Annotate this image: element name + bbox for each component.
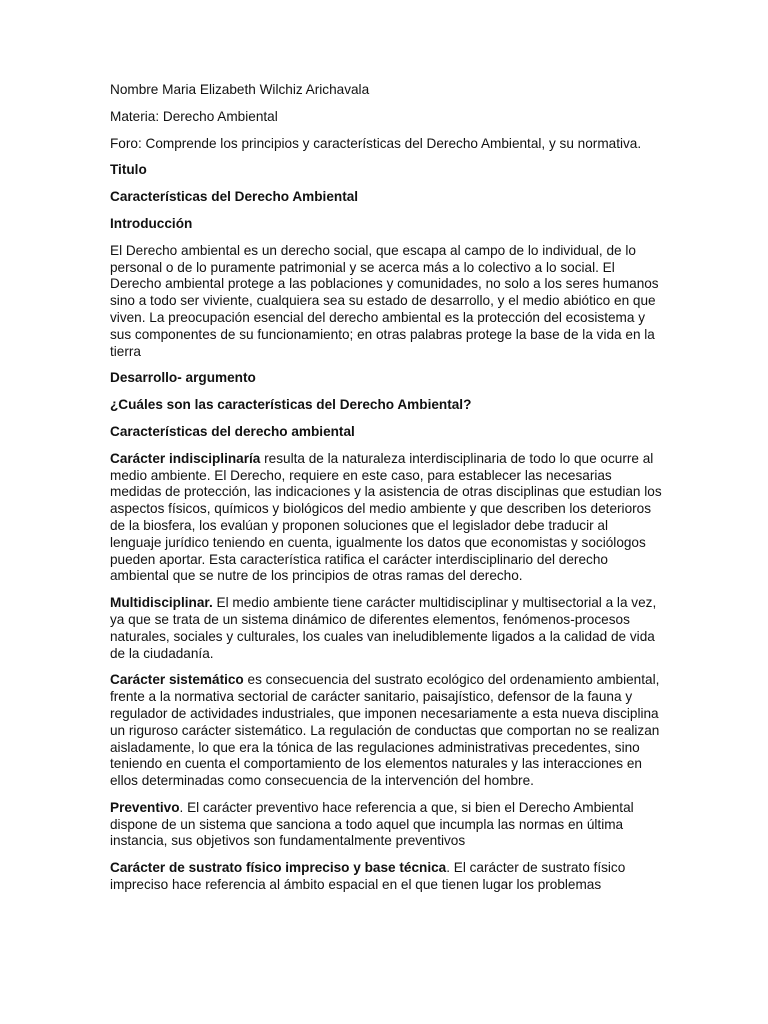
characteristic-text: . El carácter preventivo hace referencia a que, si bien el Derecho Ambiental dispone de un sistema que sanciona a todo aquel que incumpla las normas en última instancia, sus objetivos son fundamentalmente preventivos — [110, 799, 634, 849]
characteristic-text: resulta de la naturaleza interdisciplinaria de todo lo que ocurre al medio ambiente. El Derecho, requiere en este caso, para establecer las necesarias medidas de protección, las indicaciones y la asistencia de otras disciplinas que estudian los aspectos físicos, químicos y biológicos del medio ambiente y que describen los deterioros de la biosfera, los evalúan y proponen soluciones que el legislador debe traducir al lenguaje jurídico teniendo en cuenta, igualmente los datos que economistas y sociólogos pueden aportar. Esta característica ratifica el carácter interdisciplinario del derecho ambiental que se nutre de los principios de otras ramas del derecho. — [110, 450, 662, 584]
characteristic-physical-substrate — [110, 860, 662, 894]
document-body — [110, 82, 662, 904]
characteristic-term: Preventivo — [110, 799, 180, 815]
characteristics-heading: Características del derecho ambiental — [110, 423, 355, 439]
subject: Materia: Derecho Ambiental — [110, 108, 278, 124]
characteristic-term: Carácter de sustrato físico impreciso y base técnica — [110, 860, 447, 876]
characteristic-interdisciplinary — [110, 451, 662, 585]
characteristic-term: Multidisciplinar. — [110, 595, 213, 611]
question-heading: ¿Cuáles son las características del Derecho Ambiental? — [110, 397, 472, 413]
forum-topic: Foro: Comprende los principios y características del Derecho Ambiental, y su normativa. — [110, 135, 642, 151]
student-name: Nombre Maria Elizabeth Wilchiz Arichavala — [110, 82, 370, 97]
development-heading: Desarrollo- argumento — [110, 370, 256, 386]
title-label: Titulo — [110, 162, 147, 178]
characteristic-term: Carácter indisciplinaría — [110, 450, 261, 466]
characteristic-text: El medio ambiente tiene carácter multidisciplinar y multisectorial a la vez, ya que se trata de un sistema dinámico de diferentes elementos, fenómenos-procesos naturales, sociales y culturales, los cuales van ineludiblemente ligados a la calidad de vida de la ciudadanía. — [110, 595, 657, 661]
characteristic-systematic — [110, 672, 662, 790]
document-title: Características del Derecho Ambiental — [110, 189, 359, 205]
introduction-heading: Introducción — [110, 215, 193, 231]
introduction-paragraph: El Derecho ambiental es un derecho social, que escapa al campo de lo individual, de lo personal o de lo puramente patrimonial y se acerca más a lo colectivo a lo social. El Derecho ambiental protege a las poblaciones y comunidades, no solo a los seres humanos sino a todo ser viviente, cualquiera sea su estado de desarrollo, y el medio abiótico en que viven. La preocupación esencial del derecho ambiental es la protección del ecosistema y sus componentes de su funcionamiento; en otras palabras protege la base de la vida en la tierra — [110, 242, 659, 359]
characteristic-text: . El carácter de sustrato físico impreciso hace referencia al ámbito espacial en el que tienen lugar los problemas — [110, 860, 626, 893]
characteristic-term: Carácter sistemático — [110, 672, 244, 688]
characteristic-multidisciplinary — [110, 595, 662, 662]
characteristic-text: es consecuencia del sustrato ecológico del ordenamiento ambiental, frente a la normativa sectorial de carácter sanitario, paisajístico, defensor de la fauna y regulador de actividades industriales, que imponen necesariamente a esta nueva disciplina un riguroso carácter sistemático. La regulación de conductas que comportan no se realizan aisladamente, lo que era la tónica de las regulaciones administrativas precedentes, sino teniendo en cuenta el comportamiento de los elementos naturales y las interacciones en ellos determinadas como consecuencia de la intervención del hombre. — [110, 672, 660, 789]
characteristic-preventive — [110, 800, 662, 850]
